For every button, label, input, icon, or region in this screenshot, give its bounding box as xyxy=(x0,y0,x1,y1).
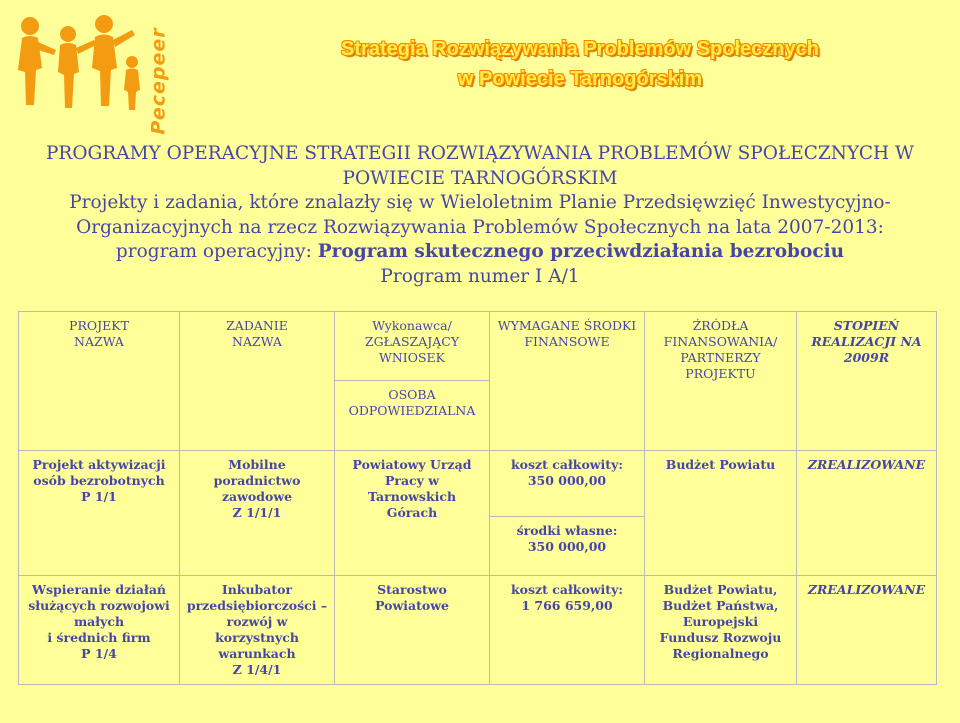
cell-status xyxy=(797,576,937,685)
header-text: FINANSOWE xyxy=(524,334,610,349)
header-sources xyxy=(645,312,797,451)
header-text: Wykonawca/ xyxy=(372,318,452,333)
cell-contractor xyxy=(335,451,490,576)
header-text: PROJEKTU xyxy=(685,366,756,381)
cell-text: Z 1/1/1 xyxy=(232,505,282,520)
cell-text: Projekt aktywizacji xyxy=(32,457,166,472)
cell-text: zawodowe xyxy=(221,489,293,504)
table-row xyxy=(19,451,937,517)
cell-text: służących rozwojowi xyxy=(28,598,170,613)
header-title-line2: w Powiecie Tarnogórskim xyxy=(457,68,703,90)
cell-text: Z 1/4/1 xyxy=(232,662,282,677)
header-text: STOPIEŃ xyxy=(833,318,900,333)
cell-text: Starostwo Powiatowe xyxy=(375,582,449,613)
header-title-line1: Strategia Rozwiązywania Problemów Społecznych xyxy=(341,38,819,60)
cell-text: Inkubator xyxy=(221,582,293,597)
cell-text: rozwój w korzystnych xyxy=(215,614,299,645)
cell-text: Regionalnego xyxy=(672,646,769,661)
cell-text: Europejski xyxy=(682,614,759,629)
cost-value: 1 766 659,00 xyxy=(521,598,613,613)
cell-sources xyxy=(645,576,797,685)
header-text: FINANSOWANIA/ xyxy=(663,334,778,349)
cell-text: Górach xyxy=(386,505,438,520)
logo-brand xyxy=(145,27,173,135)
cell-status xyxy=(797,451,937,576)
cell-task xyxy=(180,576,335,685)
header-project xyxy=(19,312,180,451)
cell-project xyxy=(19,576,180,685)
table-row xyxy=(19,576,937,685)
heading-line-program xyxy=(0,240,960,265)
cell-total-cost xyxy=(490,451,645,517)
header-text: WYMAGANE ŚRODKI xyxy=(497,318,637,333)
cell-text: przedsiębiorczości – xyxy=(186,598,328,613)
cell-task xyxy=(180,451,335,576)
cell-sources xyxy=(645,451,797,576)
header-text: NAZWA xyxy=(74,334,124,349)
logo-people-icon xyxy=(8,10,148,115)
heading-line: PROGRAMY OPERACYJNE STRATEGII ROZWIĄZYWANIA PROBLEMÓW SPOŁECZNYCH W xyxy=(45,143,915,164)
cell-total-cost xyxy=(490,576,645,685)
cost-label: koszt całkowity: xyxy=(511,582,623,597)
document-heading xyxy=(0,142,960,289)
program-name: Program skutecznego przeciwdziałania bezrobociu xyxy=(317,241,845,262)
header-text: PROJEKT xyxy=(69,318,129,333)
cell-text: Mobilne poradnictwo xyxy=(213,457,301,488)
header-contractor xyxy=(335,312,490,381)
own-funds-value: 350 000,00 xyxy=(527,538,607,554)
cell-text: małych xyxy=(73,614,125,629)
cell-text: Pracy w Tarnowskich xyxy=(367,473,457,504)
cell-text: Budżet Powiatu xyxy=(665,457,776,472)
table-header-row xyxy=(19,312,937,381)
cell-text: P 1/1 xyxy=(81,489,117,504)
cell-text: Budżet Powiatu, xyxy=(663,582,778,597)
header-task xyxy=(180,312,335,451)
status-text: ZREALIZOWANE xyxy=(807,582,926,597)
cell-contractor xyxy=(335,576,490,685)
header-status xyxy=(797,312,937,451)
header-text: ŹRÓDŁA xyxy=(692,318,749,333)
header-responsible xyxy=(335,380,490,450)
cell-text: Powiatowy Urząd xyxy=(352,457,472,472)
cost-label: koszt całkowity: xyxy=(511,457,623,472)
cell-text: Wspieranie działań xyxy=(31,582,167,597)
status-text: ZREALIZOWANE xyxy=(807,457,926,472)
cell-text: i średnich firm xyxy=(47,630,151,645)
header-text: 2009R xyxy=(843,350,890,365)
cell-text: Budżet Państwa, xyxy=(662,598,779,613)
header-text: ODPOWIEDZIALNA xyxy=(348,402,476,418)
cost-value: 350 000,00 xyxy=(527,473,607,488)
header-funds xyxy=(490,312,645,451)
projects-table xyxy=(18,311,937,685)
heading-line: Organizacyjnych na rzecz Rozwiązywania Problemów Społecznych na lata 2007-2013: xyxy=(76,216,884,238)
header-text: OSOBA xyxy=(388,386,436,402)
heading-line: Program numer I A/1 xyxy=(380,265,580,287)
header-text: ZGŁASZAJĄCY xyxy=(364,334,460,349)
header-text: REALIZACJI NA xyxy=(811,334,922,349)
logo-brand-text: Pecepeer xyxy=(148,27,171,135)
header-text: ZADANIE xyxy=(226,318,288,333)
cell-project xyxy=(19,451,180,576)
heading-line: POWIECIE TARNOGÓRSKIM xyxy=(342,167,618,189)
cell-own-funds xyxy=(490,516,645,575)
cell-text: P 1/4 xyxy=(81,646,117,661)
cell-text: Fundusz Rozwoju xyxy=(659,630,782,645)
cell-text: osób bezrobotnych xyxy=(33,473,165,488)
header-text: NAZWA xyxy=(232,334,282,349)
header-text: WNIOSEK xyxy=(379,350,445,365)
header-text: PARTNERZY xyxy=(680,350,761,365)
program-prefix: program operacyjny: xyxy=(115,241,318,262)
heading-line: Projekty i zadania, które znalazły się w Wieloletnim Planie Przedsięwzięć Inwestycyjno- xyxy=(69,192,891,213)
own-funds-label: środki własne: xyxy=(516,522,618,538)
cell-text: warunkach xyxy=(218,646,296,661)
